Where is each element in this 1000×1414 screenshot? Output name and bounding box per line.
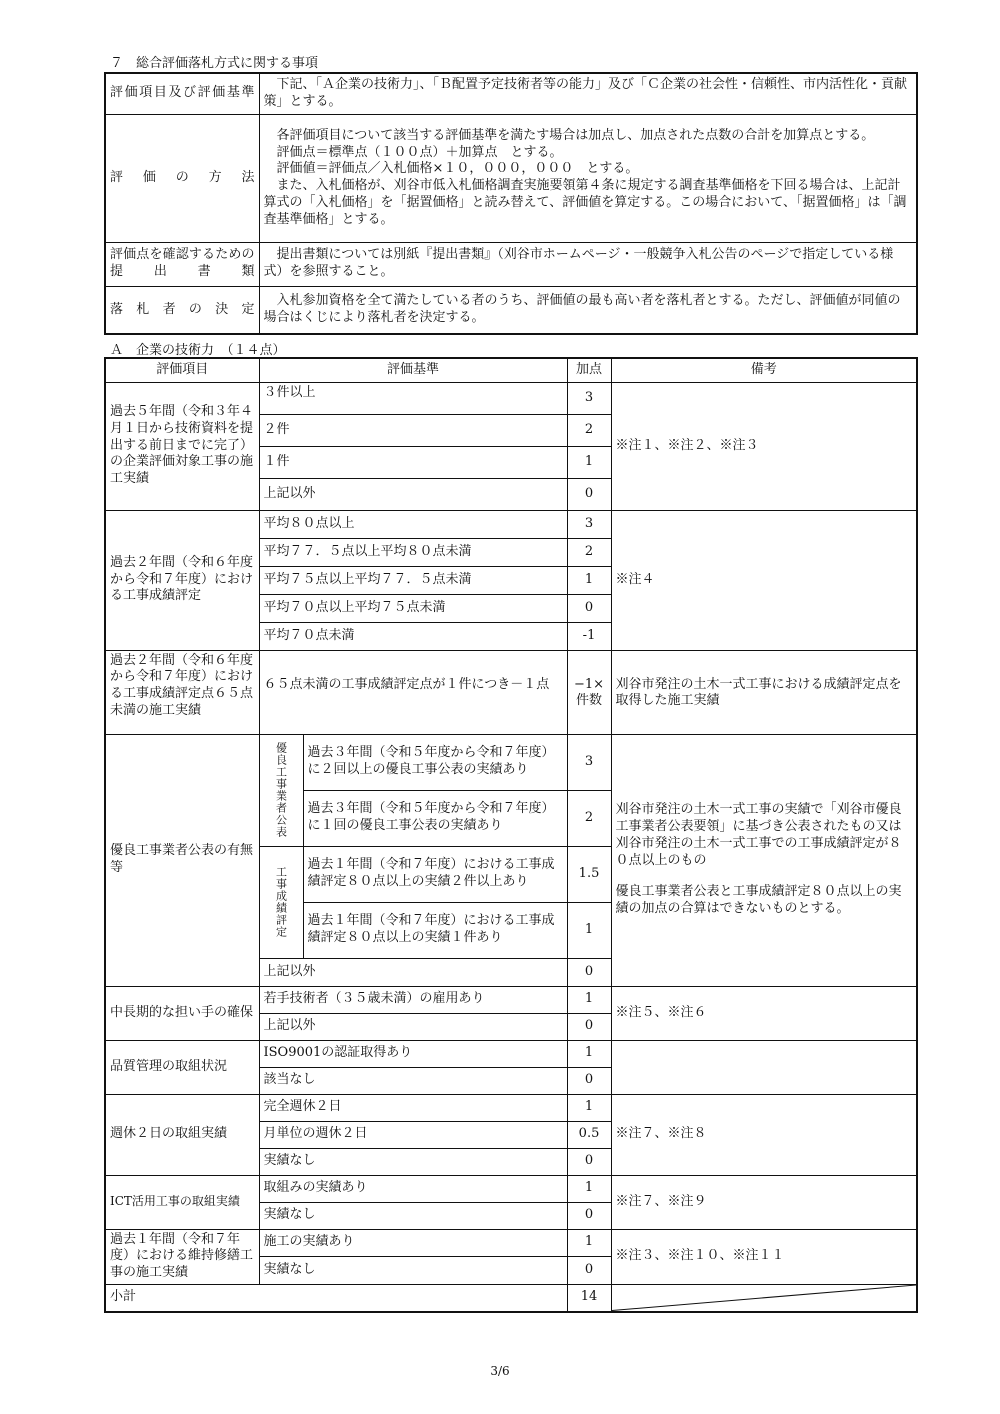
criteria-cell: 施工の実績あり: [259, 1229, 567, 1257]
table-row: [105, 1175, 917, 1202]
section-a-title: Ａ 企業の技術力 （１４点）: [110, 343, 286, 358]
table-row: [105, 382, 917, 414]
points-cell: -1: [567, 622, 611, 650]
points-cell: 0: [567, 478, 611, 510]
points-cell: 2: [567, 790, 611, 846]
item-cell: 過去１年間（令和７年度）における維持修繕工事の施工実績: [105, 1229, 259, 1285]
overview-row: [105, 242, 917, 286]
overview-text: 下記、「Ａ企業の技術力」、「Ｂ配置予定技術者等の能力」及び「Ｃ企業の社会性・信頼性、市内活性化・貢献策」とする。: [259, 73, 917, 114]
points-cell: 1: [567, 1229, 611, 1257]
criteria-cell: ３件以上: [259, 382, 567, 414]
points-cell: 1: [567, 1040, 611, 1067]
item-cell: 過去２年間（令和６年度から令和７年度）における工事成績評定: [105, 510, 259, 650]
overview-label: 評価項目及び評価基準: [105, 73, 259, 114]
remarks-cell: ※注７、※注９: [611, 1175, 917, 1229]
points-cell: 1: [567, 986, 611, 1013]
header-criteria: 評価基準: [259, 358, 567, 382]
subtotal-points: 14: [567, 1285, 611, 1312]
subgroup-label: [259, 734, 303, 846]
points-cell: 0: [567, 1067, 611, 1094]
diagonal-line: [612, 1285, 916, 1311]
points-cell: 2: [567, 414, 611, 446]
overview-row: [105, 286, 917, 334]
overview-label: 評価の方法: [105, 114, 259, 242]
criteria-cell: 平均７０点以上平均７５点未満: [259, 594, 567, 622]
criteria-cell: ６５点未満の工事成績評定点が１件につき－１点: [259, 650, 567, 734]
overview-label: 落札者の決定: [105, 286, 259, 334]
points-cell: 0: [567, 1148, 611, 1175]
points-cell: 0.5: [567, 1121, 611, 1148]
table-header: [105, 358, 917, 382]
criteria-cell: 平均８０点以上: [259, 510, 567, 538]
points-cell: 1: [567, 1175, 611, 1202]
item-cell: 週休２日の取組実績: [105, 1094, 259, 1175]
points-cell: 3: [567, 734, 611, 790]
criteria-cell: ２件: [259, 414, 567, 446]
points-cell: 1: [567, 566, 611, 594]
points-cell: 3: [567, 510, 611, 538]
subgroup-label-text: 工事成績評定: [274, 866, 288, 938]
points-cell: 1.5: [567, 846, 611, 902]
overview-line: 各評価項目について該当する評価基準を満たす場合は加点し、加点された点数の合計を加算点とする。: [263, 127, 875, 143]
item-cell: 過去２年間（令和６年度から令和７年度）における工事成績評定点６５点未満の施工実績: [105, 650, 259, 734]
criteria-cell: 上記以外: [259, 1013, 567, 1040]
remarks-text: 優良工事業者公表と工事成績評定８０点以上の実績の加点の合算はできないものとする。: [615, 883, 902, 916]
page-number: 3/6: [490, 1364, 510, 1378]
remarks-cell: ※注７、※注８: [611, 1094, 917, 1175]
overview-line: また、入札価格が、刈谷市低入札価格調査実施要領第４条に規定する調査基準価格を下回る場合は、上記計算式の「入札価格」を「据置価格」と読み替えて、評価値を算定する。この場合において、「据置価格」は「調査基準価格」とする。: [263, 178, 907, 228]
remarks-cell: ※注３、※注１０、※注１１: [611, 1229, 917, 1285]
table-row: [105, 986, 917, 1013]
remarks-cell: [611, 1040, 917, 1094]
overview-line: 評価値＝評価点／入札価格×１０，０００，０００ とする。: [263, 161, 639, 177]
subgroup-label-text: 優良工事業者公表: [274, 742, 288, 838]
table-row: [105, 1094, 917, 1121]
subgroup-label: [259, 846, 303, 958]
header-points: 加点: [567, 358, 611, 382]
table-row: [105, 650, 917, 734]
points-cell: 0: [567, 958, 611, 986]
criteria-cell: 若手技術者（３５歳未満）の雇用あり: [259, 986, 567, 1013]
overview-row: [105, 73, 917, 114]
criteria-cell: 取組みの実績あり: [259, 1175, 567, 1202]
subtotal-remarks-diagonal: [611, 1285, 917, 1312]
header-remarks: 備考: [611, 358, 917, 382]
criteria-cell: 過去１年間（令和７年度）における工事成績評定８０点以上の実績１件あり: [303, 902, 567, 958]
criteria-cell: 上記以外: [259, 958, 567, 986]
overview-label: 評価点を確認するための提出書類: [105, 242, 259, 286]
points-cell: 0: [567, 1202, 611, 1229]
points-cell: 1: [567, 902, 611, 958]
item-cell: 優良工事業者公表の有無等: [105, 734, 259, 986]
overview-line: 評価点＝標準点（１００点）＋加算点 とする。: [263, 144, 563, 160]
table-row: [105, 1040, 917, 1067]
criteria-cell: 上記以外: [259, 478, 567, 510]
table-row: [105, 734, 917, 790]
criteria-cell: 平均７０点未満: [259, 622, 567, 650]
criteria-cell: １件: [259, 446, 567, 478]
overview-text: [259, 114, 917, 242]
item-cell: ICT活用工事の取組実績: [105, 1175, 259, 1229]
points-cell: 0: [567, 1257, 611, 1285]
item-cell: 過去５年間（令和３年４月１日から技術資料を提出する前日までに完了）の企業評価対象工事の施工実績: [105, 382, 259, 510]
remarks-cell: ※注４: [611, 510, 917, 650]
criteria-cell: 過去１年間（令和７年度）における工事成績評定８０点以上の実績２件以上あり: [303, 846, 567, 902]
points-cell: 2: [567, 538, 611, 566]
points-cell: −1×件数: [567, 650, 611, 734]
section-title: ７ 総合評価落札方式に関する事項: [110, 56, 319, 71]
criteria-cell: 完全週休２日: [259, 1094, 567, 1121]
subtotal-label: 小計: [105, 1285, 567, 1312]
criteria-cell: 平均７５点以上平均７７．５点未満: [259, 566, 567, 594]
overview-text: 提出書類については別紙『提出書類』（刈谷市ホームページ・一般競争入札公告のページで指定している様式）を参照すること。: [259, 242, 917, 286]
points-cell: 1: [567, 1094, 611, 1121]
criteria-cell: 実績なし: [259, 1148, 567, 1175]
remarks-cell: 刈谷市発注の土木一式工事における成績評定点を取得した施工実績: [611, 650, 917, 734]
criteria-cell: 過去３年間（令和５年度から令和７年度）に１回の優良工事公表の実績あり: [303, 790, 567, 846]
remarks-cell: ※注５、※注６: [611, 986, 917, 1040]
table-row: [105, 510, 917, 538]
criteria-cell: 該当なし: [259, 1067, 567, 1094]
overview-table: [104, 72, 918, 335]
overview-text: 入札参加資格を全て満たしている者のうち、評価値の最も高い者を落札者とする。ただし、評価値が同値の場合はくじにより落札者を決定する。: [259, 286, 917, 334]
criteria-cell: 平均７７．５点以上平均８０点未満: [259, 538, 567, 566]
points-cell: 1: [567, 446, 611, 478]
points-cell: 0: [567, 594, 611, 622]
criteria-cell: ISO9001の認証取得あり: [259, 1040, 567, 1067]
table-row: [105, 1229, 917, 1257]
remarks-text: 刈谷市発注の土木一式工事の実績で「刈谷市優良工事業者公表要領」に基づき公表されたもの又は刈谷市発注の土木一式工事での工事成績評定が８０点以上のもの: [615, 802, 902, 868]
criteria-cell: 過去３年間（令和５年度から令和７年度）に２回以上の優良工事公表の実績あり: [303, 734, 567, 790]
remarks-cell: [611, 734, 917, 986]
subtotal-row: [105, 1285, 917, 1312]
criteria-cell: 月単位の週休２日: [259, 1121, 567, 1148]
criteria-cell: 実績なし: [259, 1257, 567, 1285]
overview-row: [105, 114, 917, 242]
header-item: 評価項目: [105, 358, 259, 382]
evaluation-table: [104, 357, 918, 1313]
points-cell: 3: [567, 382, 611, 414]
remarks-cell: ※注１、※注２、※注３: [611, 382, 917, 510]
item-cell: 中長期的な担い手の確保: [105, 986, 259, 1040]
criteria-cell: 実績なし: [259, 1202, 567, 1229]
item-cell: 品質管理の取組状況: [105, 1040, 259, 1094]
points-cell: 0: [567, 1013, 611, 1040]
